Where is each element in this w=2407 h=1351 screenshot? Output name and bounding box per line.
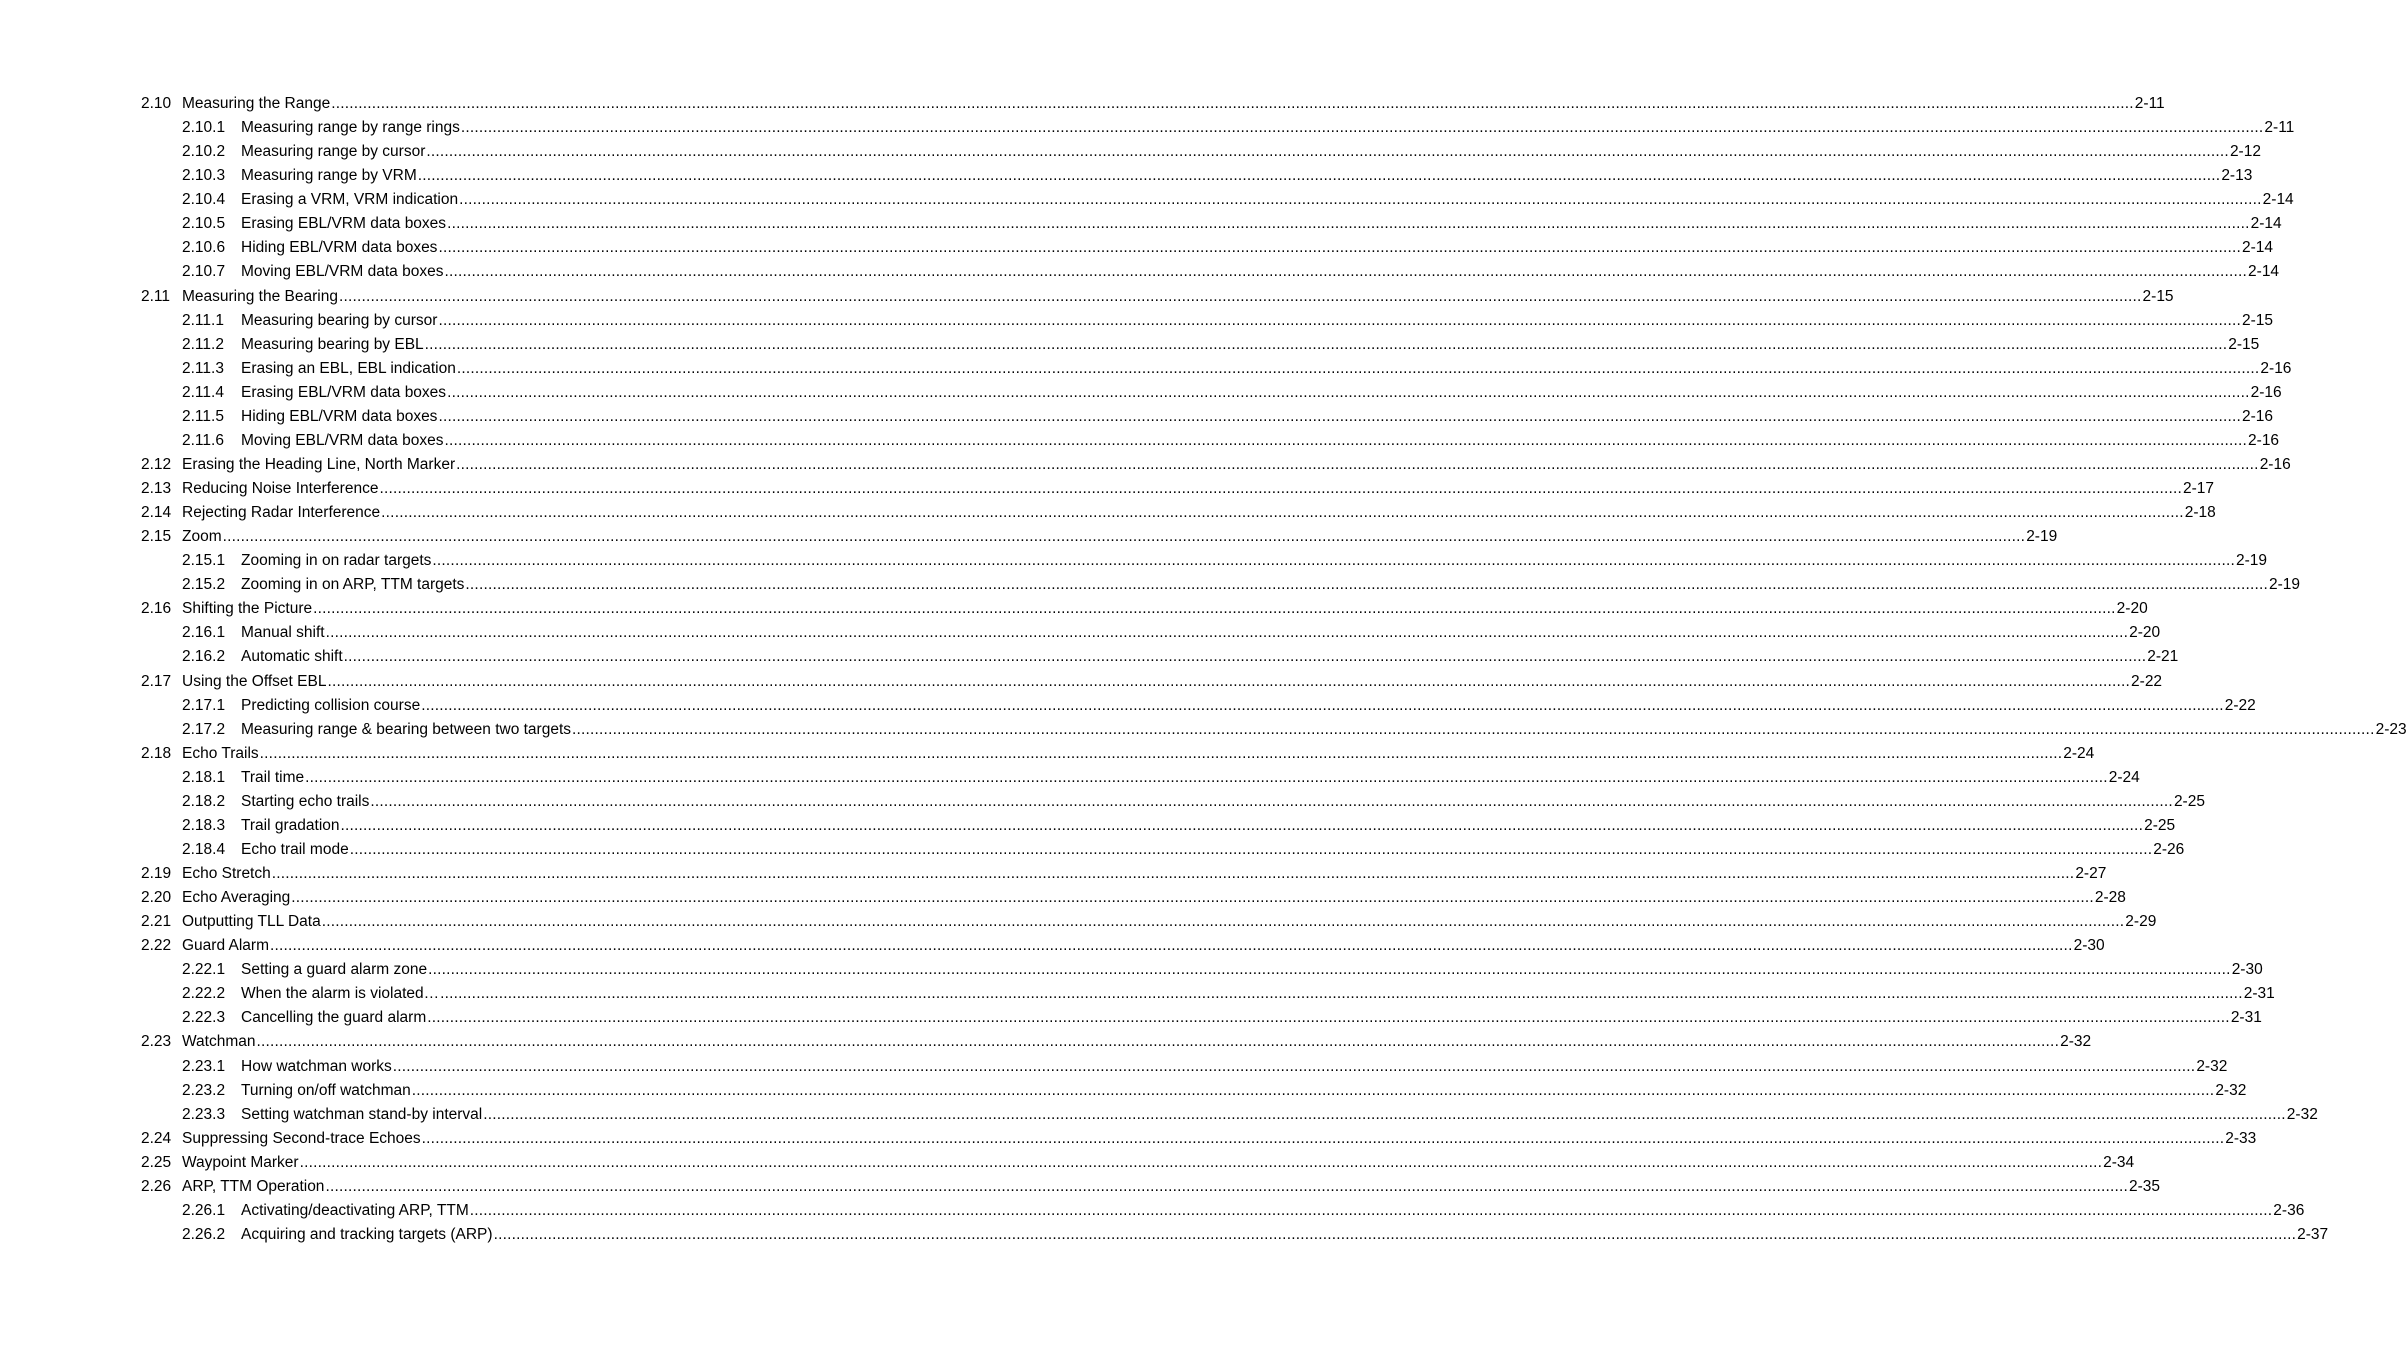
toc-entry-title: Activating/deactivating ARP, TTM	[241, 1201, 469, 1219]
toc-entry-page: 2-24	[2108, 768, 2140, 786]
toc-dot-leader: ................................................................................................................................................................................................................................................................................................................................................................................................................	[460, 119, 2264, 137]
toc-subsection-entry[interactable]	[0, 647, 2179, 671]
toc-entry-page: 2-35	[2129, 1177, 2161, 1195]
toc-entry-line	[241, 1081, 2247, 1101]
toc-section-entry[interactable]	[0, 888, 2126, 912]
toc-dot-leader: ................................................................................................................................................................................................................................................................................................................................................................................................................	[271, 865, 2075, 882]
table-of-contents	[0, 94, 2407, 1249]
toc-section-entry[interactable]	[0, 672, 2163, 696]
toc-subsection-entry[interactable]	[0, 1081, 2247, 1105]
toc-entry-title: Erasing an EBL, EBL indication	[241, 359, 456, 377]
toc-entry-page: 2-25	[2173, 792, 2205, 810]
toc-entry-title: Automatic shift	[241, 648, 343, 666]
toc-entry-line	[182, 888, 2126, 908]
toc-entry-number: 2.15.1	[182, 552, 226, 570]
toc-entry-page: 2-22	[2131, 672, 2163, 690]
toc-entry-line	[241, 960, 2263, 980]
toc-dot-leader: ................................................................................................................................................................................................................................................................................................................................................................................................................	[379, 480, 2183, 497]
toc-dot-leader: ................................................................................................................................................................................................................................................................................................................................................................................................................	[426, 143, 2229, 161]
toc-entry-number: 2.10.2	[182, 143, 226, 161]
toc-entry-line	[241, 647, 2179, 667]
toc-entry-page: 2-16	[2248, 431, 2280, 449]
toc-entry-number: 2.18.4	[182, 840, 226, 858]
toc-entry-line	[182, 94, 2165, 114]
toc-subsection-entry[interactable]	[0, 840, 2185, 864]
toc-dot-leader: ................................................................................................................................................................................................................................................................................................................................................................................................................	[469, 1201, 2273, 1219]
toc-entry-line	[241, 720, 2407, 740]
toc-entry-line	[241, 840, 2185, 860]
toc-subsection-entry[interactable]	[0, 190, 2294, 214]
toc-entry-line	[182, 1153, 2135, 1173]
toc-entry-title: Zooming in on radar targets	[241, 552, 432, 570]
toc-entry-title: Moving EBL/VRM data boxes	[241, 431, 444, 449]
toc-subsection-entry[interactable]	[0, 142, 2261, 166]
toc-dot-leader: ................................................................................................................................................................................................................................................................................................................................................................................................................	[483, 1105, 2286, 1123]
toc-entry-title: Hiding EBL/VRM data boxes	[241, 239, 438, 257]
toc-entry-title: Trail gradation	[241, 816, 340, 834]
toc-dot-leader: ................................................................................................................................................................................................................................................................................................................................................................................................................	[325, 624, 2129, 642]
toc-entry-page: 2-13	[2221, 167, 2253, 185]
toc-entry-number: 2.15.2	[182, 576, 226, 594]
toc-entry-line	[241, 166, 2253, 186]
toc-entry-title: Zoom	[182, 528, 222, 546]
toc-section-entry[interactable]	[0, 1153, 2135, 1177]
toc-subsection-entry[interactable]	[0, 551, 2267, 575]
toc-subsection-entry[interactable]	[0, 431, 2280, 455]
toc-entry-number: 2.10.6	[182, 239, 226, 257]
toc-subsection-entry[interactable]	[0, 335, 2260, 359]
toc-entry-page: 2-14	[2248, 263, 2280, 281]
toc-entry-page: 2-20	[2129, 624, 2161, 642]
toc-entry-line	[241, 407, 2274, 427]
toc-dot-leader: ................................................................................................................................................................................................................................................................................................................................................................................................................	[465, 576, 2268, 594]
toc-entry-line	[241, 816, 2176, 836]
toc-entry-title: Measuring range by VRM	[241, 167, 417, 185]
toc-entry-page: 2-32	[2286, 1105, 2318, 1123]
toc-entry-page: 2-12	[2229, 143, 2261, 161]
toc-entry-number: 2.22.2	[182, 985, 226, 1003]
toc-entry-page: 2-30	[2073, 937, 2105, 955]
toc-entry-line	[241, 311, 2274, 331]
toc-entry-title: Measuring range by cursor	[241, 143, 426, 161]
toc-entry-title: Watchman	[182, 1033, 256, 1051]
toc-entry-number: 2.11.2	[182, 335, 224, 353]
toc-entry-number: 2.18.2	[182, 792, 226, 810]
toc-dot-leader: ................................................................................................................................................................................................................................................................................................................................................................................................................	[338, 287, 2142, 305]
toc-entry-number: 2.11.6	[182, 431, 224, 449]
toc-entry-number: 2.18.3	[182, 816, 226, 834]
toc-entry-line	[182, 599, 2148, 619]
toc-dot-leader: ................................................................................................................................................................................................................................................................................................................................................................................................................	[421, 696, 2224, 714]
toc-dot-leader: ................................................................................................................................................................................................................................................................................................................................................................................................................	[340, 816, 2144, 834]
toc-section-entry[interactable]	[0, 94, 2165, 118]
toc-entry-line	[182, 287, 2174, 307]
toc-entry-title: Echo trail mode	[241, 840, 349, 858]
toc-subsection-entry[interactable]	[0, 1201, 2305, 1225]
toc-entry-page: 2-36	[2273, 1201, 2305, 1219]
toc-entry-page: 2-23	[2375, 720, 2407, 738]
toc-entry-number: 2.25	[141, 1153, 172, 1171]
toc-entry-number: 2.10.1	[182, 119, 226, 137]
toc-dot-leader: ................................................................................................................................................................................................................................................................................................................................................................................................................	[438, 311, 2241, 329]
toc-entry-page: 2-28	[2094, 889, 2126, 907]
toc-dot-leader: ................................................................................................................................................................................................................................................................................................................................................................................................................	[438, 239, 2241, 257]
toc-entry-title: Measuring the Bearing	[182, 287, 338, 305]
toc-subsection-entry[interactable]	[0, 623, 2161, 647]
toc-entry-page: 2-21	[2147, 648, 2179, 666]
toc-entry-page: 2-19	[2268, 576, 2301, 594]
toc-entry-number: 2.23.3	[182, 1105, 226, 1123]
toc-entry-title: Echo Trails	[182, 744, 259, 762]
toc-subsection-entry[interactable]	[0, 1057, 2228, 1081]
toc-entry-line	[241, 142, 2261, 162]
toc-subsection-entry[interactable]	[0, 166, 2253, 190]
toc-entry-number: 2.11.4	[182, 383, 224, 401]
toc-entry-number: 2.17.1	[182, 696, 226, 714]
toc-dot-leader: ................................................................................................................................................................................................................................................................................................................................................................................................................	[327, 672, 2131, 690]
toc-subsection-entry[interactable]	[0, 1225, 2329, 1249]
toc-dot-leader: ................................................................................................................................................................................................................................................................................................................................................................................................................	[222, 528, 2026, 546]
toc-entry-number: 2.23.1	[182, 1057, 226, 1075]
toc-dot-leader: ................................................................................................................................................................................................................................................................................................................................................................................................................	[444, 263, 2248, 281]
toc-entry-number: 2.11	[141, 287, 171, 305]
toc-dot-leader: ................................................................................................................................................................................................................................................................................................................................................................................................................	[259, 744, 2063, 762]
toc-entry-page: 2-19	[2026, 528, 2058, 546]
toc-dot-leader: ................................................................................................................................................................................................................................................................................................................................................................................................................	[411, 1081, 2215, 1099]
toc-entry-title: Moving EBL/VRM data boxes	[241, 263, 444, 281]
toc-dot-leader: ................................................................................................................................................................................................................................................................................................................................................................................................................	[427, 1009, 2230, 1027]
toc-dot-leader: ................................................................................................................................................................................................................................................................................................................................................................................................................	[321, 913, 2125, 931]
toc-entry-number: 2.16.1	[182, 624, 226, 642]
toc-entry-page: 2-32	[2196, 1057, 2228, 1075]
toc-entry-page: 2-24	[2063, 744, 2095, 762]
toc-entry-title: Reducing Noise Interference	[182, 480, 379, 497]
toc-subsection-entry[interactable]	[0, 1105, 2318, 1129]
toc-subsection-entry[interactable]	[0, 407, 2274, 431]
toc-dot-leader: ................................................................................................................................................................................................................................................................................................................................................................................................................	[447, 215, 2250, 233]
toc-entry-title: Suppressing Second-trace Echoes	[182, 1129, 421, 1147]
toc-dot-leader: ................................................................................................................................................................................................................................................................................................................................................................................................................	[572, 720, 2375, 738]
toc-dot-leader: ................................................................................................................................................................................................................................................................................................................................................................................................................	[370, 792, 2173, 810]
toc-entry-number: 2.22.1	[182, 961, 226, 979]
toc-entry-title: When the alarm is violated…	[241, 985, 440, 1003]
toc-entry-title: Hiding EBL/VRM data boxes	[241, 407, 438, 425]
toc-entry-title: Rejecting Radar Interference	[182, 504, 381, 522]
toc-entry-page: 2-15	[2242, 311, 2274, 329]
toc-entry-page: 2-18	[2184, 504, 2216, 522]
toc-section-entry[interactable]	[0, 503, 2216, 527]
toc-entry-line	[241, 792, 2205, 812]
toc-entry-line	[241, 1057, 2228, 1077]
toc-entry-title: ARP, TTM Operation	[182, 1177, 325, 1195]
toc-entry-number: 2.26	[141, 1177, 172, 1195]
toc-entry-page: 2-22	[2224, 696, 2256, 714]
toc-subsection-entry[interactable]	[0, 984, 2275, 1008]
toc-entry-number: 2.19	[141, 865, 172, 882]
toc-dot-leader: ................................................................................................................................................................................................................................................................................................................................................................................................................	[456, 455, 2259, 473]
toc-entry-number: 2.20	[141, 889, 172, 907]
toc-dot-leader: ................................................................................................................................................................................................................................................................................................................................................................................................................	[428, 961, 2231, 979]
toc-entry-number: 2.13	[141, 480, 172, 497]
toc-entry-page: 2-19	[2235, 552, 2267, 570]
toc-entry-number: 2.23.2	[182, 1081, 226, 1099]
toc-section-entry[interactable]	[0, 864, 2107, 888]
toc-entry-title: Shifting the Picture	[182, 600, 313, 618]
toc-entry-title: Waypoint Marker	[182, 1153, 299, 1171]
toc-entry-line	[241, 262, 2280, 282]
toc-entry-number: 2.10	[141, 95, 172, 112]
toc-entry-line	[241, 214, 2282, 234]
toc-entry-line	[241, 551, 2267, 571]
toc-entry-line	[241, 1225, 2329, 1245]
toc-entry-number: 2.26.2	[182, 1225, 226, 1243]
toc-section-entry[interactable]	[0, 936, 2105, 960]
toc-entry-page: 2-15	[2142, 287, 2174, 305]
toc-entry-page: 2-29	[2125, 913, 2157, 931]
toc-subsection-entry[interactable]	[0, 720, 2407, 744]
toc-entry-title: Zooming in on ARP, TTM targets	[241, 576, 465, 594]
toc-entry-page: 2-26	[2153, 840, 2185, 858]
toc-entry-title: Outputting TLL Data	[182, 913, 321, 931]
toc-entry-line	[241, 575, 2301, 595]
toc-entry-page: 2-34	[2103, 1153, 2135, 1171]
toc-entry-number: 2.10.7	[182, 263, 226, 281]
toc-entry-line	[182, 1032, 2092, 1052]
toc-entry-page: 2-32	[2060, 1033, 2092, 1051]
toc-entry-page: 2-33	[2225, 1129, 2257, 1147]
toc-entry-page: 2-20	[2116, 600, 2148, 618]
toc-entry-title: Predicting collision course	[241, 696, 421, 714]
toc-entry-number: 2.11.3	[182, 359, 224, 377]
toc-dot-leader: ................................................................................................................................................................................................................................................................................................................................................................................................................	[493, 1225, 2297, 1243]
toc-dot-leader: ................................................................................................................................................................................................................................................................................................................................................................................................................	[432, 552, 2235, 570]
toc-dot-leader: ................................................................................................................................................................................................................................................................................................................................................................................................................	[447, 383, 2250, 401]
toc-entry-title: How watchman works	[241, 1057, 392, 1075]
toc-subsection-entry[interactable]	[0, 792, 2205, 816]
toc-entry-line	[241, 238, 2274, 258]
toc-entry-title: Turning on/off watchman	[241, 1081, 411, 1099]
toc-entry-number: 2.22	[141, 937, 172, 955]
toc-dot-leader: ................................................................................................................................................................................................................................................................................................................................................................................................................	[256, 1033, 2060, 1051]
toc-entry-number: 2.15	[141, 528, 172, 546]
toc-subsection-entry[interactable]	[0, 262, 2280, 286]
toc-entry-line	[241, 1201, 2305, 1221]
toc-entry-line	[182, 527, 2058, 547]
toc-entry-page: 2-17	[2183, 480, 2215, 497]
toc-entry-title: Echo Averaging	[182, 889, 291, 907]
toc-subsection-entry[interactable]	[0, 696, 2256, 720]
toc-entry-title: Measuring bearing by cursor	[241, 311, 438, 329]
toc-entry-page: 2-14	[2262, 191, 2294, 209]
toc-dot-leader: ................................................................................................................................................................................................................................................................................................................................................................................................................	[325, 1177, 2128, 1195]
toc-entry-page: 2-31	[2243, 985, 2275, 1003]
toc-entry-title: Measuring bearing by EBL	[241, 335, 424, 353]
toc-entry-title: Setting a guard alarm zone	[241, 961, 428, 979]
toc-section-entry[interactable]	[0, 1129, 2257, 1153]
toc-entry-line	[241, 623, 2161, 643]
toc-dot-leader: ................................................................................................................................................................................................................................................................................................................................................................................................................	[305, 768, 2108, 786]
toc-entry-number: 2.10.4	[182, 191, 226, 209]
toc-entry-number: 2.11.5	[182, 407, 224, 425]
toc-entry-title: Using the Offset EBL	[182, 672, 327, 690]
toc-entry-page: 2-11	[2264, 119, 2295, 137]
toc-entry-number: 2.22.3	[182, 1009, 226, 1027]
toc-entry-page: 2-16	[2250, 383, 2282, 401]
toc-entry-line	[182, 672, 2163, 692]
toc-section-entry[interactable]	[0, 912, 2157, 936]
toc-section-entry[interactable]	[0, 455, 2291, 479]
toc-entry-number: 2.10.3	[182, 167, 226, 185]
toc-section-entry[interactable]	[0, 1177, 2161, 1201]
toc-entry-title: Trail time	[241, 768, 305, 786]
toc-entry-page: 2-16	[2259, 455, 2291, 473]
toc-entry-line	[182, 1177, 2161, 1197]
toc-entry-number: 2.16	[141, 600, 172, 618]
toc-dot-leader: ................................................................................................................................................................................................................................................................................................................................................................................................................	[270, 937, 2073, 955]
toc-entry-line	[241, 984, 2275, 1004]
toc-entry-line	[182, 479, 2215, 499]
toc-entry-number: 2.24	[141, 1129, 172, 1147]
toc-subsection-entry[interactable]	[0, 214, 2282, 238]
toc-entry-title: Measuring range by range rings	[241, 119, 460, 137]
toc-entry-number: 2.18.1	[182, 768, 226, 786]
toc-entry-line	[182, 912, 2157, 932]
toc-entry-title: Cancelling the guard alarm	[241, 1009, 427, 1027]
toc-dot-leader: ................................................................................................................................................................................................................................................................................................................................................................................................................	[291, 889, 2094, 907]
toc-entry-number: 2.18	[141, 744, 172, 762]
toc-dot-leader: ................................................................................................................................................................................................................................................................................................................................................................................................................	[421, 1129, 2225, 1147]
toc-dot-leader: ................................................................................................................................................................................................................................................................................................................................................................................................................	[438, 407, 2241, 425]
toc-entry-title: Measuring the Range	[182, 95, 331, 112]
toc-entry-line	[182, 744, 2095, 764]
toc-entry-number: 2.23	[141, 1033, 172, 1051]
toc-entry-number: 2.26.1	[182, 1201, 226, 1219]
toc-entry-line	[241, 118, 2295, 138]
toc-subsection-entry[interactable]	[0, 960, 2263, 984]
toc-entry-line	[241, 190, 2294, 210]
toc-entry-page: 2-14	[2242, 239, 2274, 257]
toc-dot-leader: ................................................................................................................................................................................................................................................................................................................................................................................................................	[331, 95, 2134, 112]
toc-entry-number: 2.10.5	[182, 215, 226, 233]
toc-entry-number: 2.16.2	[182, 648, 226, 666]
toc-subsection-entry[interactable]	[0, 311, 2274, 335]
toc-dot-leader: ................................................................................................................................................................................................................................................................................................................................................................................................................	[313, 600, 2116, 618]
toc-entry-page: 2-15	[2228, 335, 2260, 353]
toc-entry-number: 2.11.1	[182, 311, 224, 329]
toc-entry-line	[241, 383, 2282, 403]
toc-entry-title: Echo Stretch	[182, 865, 271, 882]
toc-entry-line	[241, 335, 2260, 355]
toc-entry-number: 2.12	[141, 455, 172, 473]
toc-dot-leader: ................................................................................................................................................................................................................................................................................................................................................................................................................	[343, 648, 2147, 666]
toc-entry-title: Measuring range & bearing between two targets	[241, 720, 572, 738]
toc-entry-page: 2-27	[2075, 865, 2107, 882]
toc-entry-title: Setting watchman stand-by interval	[241, 1105, 483, 1123]
toc-entry-line	[241, 431, 2280, 451]
toc-dot-leader: ................................................................................................................................................................................................................................................................................................................................................................................................................	[459, 191, 2262, 209]
toc-entry-number: 2.14	[141, 504, 172, 522]
toc-subsection-entry[interactable]	[0, 238, 2274, 262]
toc-entry-page: 2-11	[2134, 95, 2165, 112]
toc-entry-line	[182, 503, 2216, 523]
toc-entry-line	[182, 455, 2291, 475]
toc-entry-title: Erasing a VRM, VRM indication	[241, 191, 459, 209]
toc-dot-leader: ................................................................................................................................................................................................................................................................................................................................................................................................................	[381, 504, 2184, 522]
toc-section-entry[interactable]	[0, 287, 2174, 311]
toc-entry-line	[182, 1129, 2257, 1149]
toc-section-entry[interactable]	[0, 599, 2148, 623]
toc-subsection-entry[interactable]	[0, 575, 2301, 599]
toc-entry-page: 2-16	[2260, 359, 2292, 377]
toc-entry-title: Erasing EBL/VRM data boxes	[241, 215, 447, 233]
toc-entry-page: 2-16	[2242, 407, 2274, 425]
toc-entry-line	[182, 864, 2107, 884]
toc-entry-title: Acquiring and tracking targets (ARP)	[241, 1225, 493, 1243]
toc-dot-leader: ................................................................................................................................................................................................................................................................................................................................................................................................................	[392, 1057, 2196, 1075]
toc-dot-leader: ................................................................................................................................................................................................................................................................................................................................................................................................................	[440, 985, 2243, 1003]
toc-entry-line	[241, 1008, 2262, 1028]
toc-entry-title: Guard Alarm	[182, 937, 270, 955]
toc-entry-page: 2-30	[2231, 961, 2263, 979]
toc-subsection-entry[interactable]	[0, 768, 2140, 792]
toc-dot-leader: ................................................................................................................................................................................................................................................................................................................................................................................................................	[417, 167, 2221, 185]
toc-entry-page: 2-32	[2215, 1081, 2247, 1099]
toc-section-entry[interactable]	[0, 527, 2058, 551]
toc-subsection-entry[interactable]	[0, 1008, 2262, 1032]
toc-subsection-entry[interactable]	[0, 816, 2176, 840]
toc-subsection-entry[interactable]	[0, 118, 2295, 142]
toc-subsection-entry[interactable]	[0, 383, 2282, 407]
toc-section-entry[interactable]	[0, 744, 2095, 768]
toc-dot-leader: ................................................................................................................................................................................................................................................................................................................................................................................................................	[456, 359, 2260, 377]
toc-entry-line	[241, 1105, 2318, 1125]
toc-entry-number: 2.21	[141, 913, 172, 931]
toc-entry-page: 2-25	[2144, 816, 2176, 834]
toc-entry-number: 2.17	[141, 672, 172, 690]
toc-entry-number: 2.17.2	[182, 720, 226, 738]
toc-entry-title: Erasing the Heading Line, North Marker	[182, 455, 456, 473]
toc-entry-line	[182, 936, 2105, 956]
toc-dot-leader: ................................................................................................................................................................................................................................................................................................................................................................................................................	[424, 335, 2228, 353]
toc-entry-title: Erasing EBL/VRM data boxes	[241, 383, 447, 401]
toc-section-entry[interactable]	[0, 479, 2215, 503]
toc-dot-leader: ................................................................................................................................................................................................................................................................................................................................................................................................................	[349, 840, 2153, 858]
toc-entry-title: Manual shift	[241, 624, 325, 642]
toc-entry-line	[241, 768, 2140, 788]
toc-dot-leader: ................................................................................................................................................................................................................................................................................................................................................................................................................	[444, 431, 2248, 449]
toc-entry-page: 2-31	[2230, 1009, 2262, 1027]
toc-entry-line	[241, 359, 2292, 379]
toc-entry-line	[241, 696, 2256, 716]
toc-entry-page: 2-14	[2250, 215, 2282, 233]
toc-section-entry[interactable]	[0, 1032, 2092, 1056]
toc-entry-page: 2-37	[2297, 1225, 2329, 1243]
toc-entry-title: Starting echo trails	[241, 792, 370, 810]
toc-subsection-entry[interactable]	[0, 359, 2292, 383]
toc-dot-leader: ................................................................................................................................................................................................................................................................................................................................................................................................................	[299, 1153, 2103, 1171]
